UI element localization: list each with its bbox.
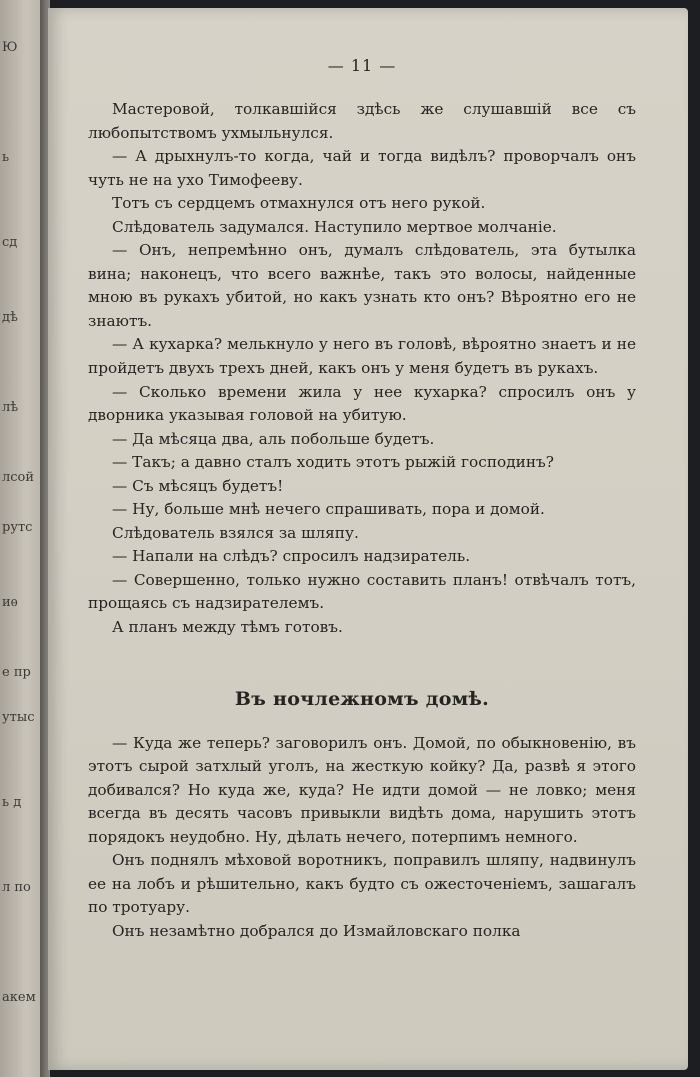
paragraph: Мастеровой, толкавшійся здѣсь же слушавшій все съ любопытствомъ ухмыльнулся. (88, 100, 636, 142)
paragraph: Слѣдователь взялся за шляпу. (112, 523, 359, 542)
left-page-fragment: иѳ (2, 595, 18, 610)
left-page-fragment: лсой (2, 470, 35, 485)
paragraph: Онъ незамѣтно добрался до Измайловскаго полка (112, 921, 521, 940)
left-page-fragment: сд (2, 235, 18, 250)
paragraph: Тотъ съ сердцемъ отмахнулся отъ него рукой. (112, 194, 486, 213)
paragraph: — Сколько времени жила у нее кухарка? спросилъ онъ у дворника указывая головой на убитую. (88, 382, 636, 425)
left-page-fragment: е пр (2, 665, 31, 680)
page-text (88, 56, 636, 944)
paragraph: — Напали на слѣдъ? спросилъ надзиратель. (112, 547, 471, 566)
paragraph: — Совершенно, только нужно составить планъ! отвѣчалъ тотъ, прощаясь съ надзирателемъ. (88, 570, 636, 613)
paragraph: — Куда же теперь? заговорилъ онъ. Домой, по обыкновенію, въ этотъ сырой затхлый уголъ, на жесткую койку? Да, развѣ я этого добивался? Но куда же, куда? Не идти домой — не ловко; меня всегда въ десять часовъ привыкли видѣть дома, нарушить этотъ порядокъ неудобно. Ну, дѣлать нечего, потерпимъ немного. (88, 733, 636, 846)
paragraph: — А дрыхнулъ-то когда, чай и тогда видѣлъ? проворчалъ онъ чуть не на ухо Тимофееву. (88, 147, 636, 189)
left-page-fragment: акем (2, 990, 36, 1005)
left-page-fragment: дѣ (2, 310, 18, 325)
left-page-fragment: ь д (2, 795, 22, 810)
chapter-title: Въ ночлежномъ домѣ. (234, 687, 490, 710)
left-page-fragment: рутс (2, 520, 33, 535)
paragraph: — А кухарка? мелькнуло у него въ головѣ, вѣроятно знаетъ и не пройдетъ двухъ трехъ дней, какъ онъ у меня будетъ въ рукахъ. (88, 335, 636, 378)
paragraph: — Такъ; а давно сталъ ходить этотъ рыжій господинъ? (112, 453, 554, 472)
left-page-fragment: утыс (2, 710, 35, 725)
paragraph: А планъ между тѣмъ готовъ. (112, 618, 343, 637)
paragraph: — Онъ, непремѣнно онъ, думалъ слѣдователь, эта бутылка вина; наконецъ, что всего важнѣе, такъ это волосы, найденные мною въ рукахъ убитой, но какъ узнать кто онъ? Вѣроятно его не знаютъ. (88, 241, 636, 330)
paragraph: Онъ поднялъ мѣховой воротникъ, поправилъ шляпу, надвинулъ ее на лобъ и рѣшительно, какъ будто съ ожесточеніемъ, зашагалъ по тротуару. (88, 851, 636, 917)
paragraph: — Ну, больше мнѣ нечего спрашивать, пора и домой. (112, 500, 545, 519)
paragraph: Слѣдователь задумался. Наступило мертвое молчаніе. (112, 217, 557, 236)
paragraph: — Да мѣсяца два, аль побольше будетъ. (112, 429, 435, 448)
paragraph: — Съ мѣсяцъ будетъ! (112, 476, 284, 495)
page-number: — 11 — (327, 56, 397, 75)
left-page-fragment: ь (2, 150, 10, 165)
left-page-edge (0, 0, 44, 1077)
left-page-fragment: л по (2, 880, 31, 895)
left-page-fragment: лѣ (2, 400, 19, 415)
left-page-fragment: Ю (2, 40, 18, 55)
book-page (48, 8, 688, 1070)
